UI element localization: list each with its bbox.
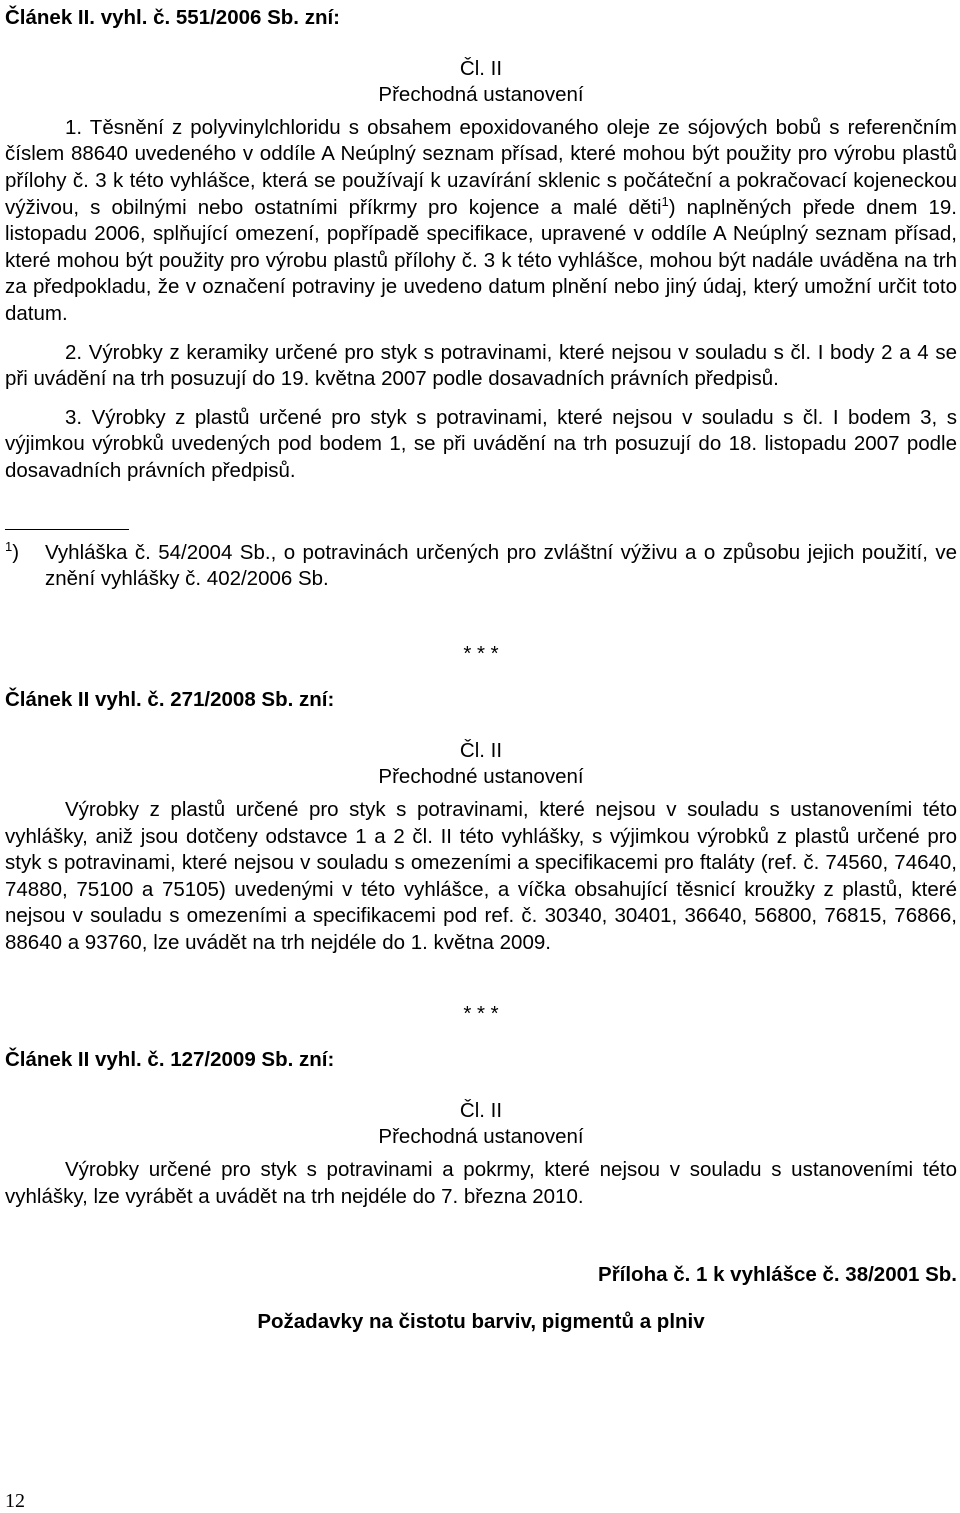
section-heading-271-2008: Článek II vyhl. č. 271/2008 Sb. zní: [5, 688, 335, 712]
paragraph-1-text-b: ) naplněných přede dnem 19. listopadu 2006, splňující omezení, popřípadě specifikace, upravené v oddíle A Neúplný seznam přísad, které mohou být použity pro výrobu plastů přílohy č. 3 k této vyhlášce, mohou být nadále uváděna na trh za předpokladu, že v označení potraviny je uvedeno datum plnění nebo jiný údaj, který umožní určit toto datum. [5, 195, 957, 325]
footnote-marker-paren: ) [12, 540, 20, 564]
footnote [5, 540, 957, 593]
article-title: Přechodná ustanovení [378, 83, 584, 107]
paragraph: Výrobky z plastů určené pro styk s potravinami, které nejsou v souladu s ustanoveními této vyhlášky, aniž jsou dotčeny odstavce 1 a 2 čl. II této vyhlášky, s výjimkou výrobků z plastů určené pro styk s potravinami, které nejsou v souladu s omezeními a specifikacemi pro ftaláty (ref. č. 74560, 74640, 74880, 75100 a 75105) uvedenými v této vyhlášce, a víčka obsahující těsnicí kroužky z plastů, které nejsou v souladu s omezeními a specifikacemi pod ref. č. 30340, 30401, 36640, 56800, 76815, 76866, 88640 a 93760, lze uvádět na trh nejdéle do 1. května 2009. [5, 798, 957, 955]
footnote-marker-number: 1 [5, 538, 13, 554]
paragraph-2: 2. Výrobky z keramiky určené pro styk s potravinami, které nejsou v souladu s čl. I body 2 a 4 se při uvádění na trh posuzují do 19. května 2007 podle dosavadních právních předpisů. [5, 340, 957, 391]
page-number: 12 [5, 1490, 25, 1512]
article-number: Čl. II [459, 56, 503, 80]
annex-subtitle: Požadavky na čistotu barviv, pigmentů a plniv [257, 1309, 705, 1333]
section-separator: * * * [463, 641, 499, 665]
article-number: Čl. II [459, 738, 503, 762]
footnote-reference: 1 [661, 193, 669, 209]
article-title: Přechodná ustanovení [378, 1125, 584, 1149]
section-separator: * * * [463, 1001, 499, 1025]
section-heading-127-2009: Článek II vyhl. č. 127/2009 Sb. zní: [5, 1048, 335, 1072]
annex-title: Příloha č. 1 k vyhlášce č. 38/2001 Sb. [598, 1263, 957, 1287]
paragraph: Výrobky určené pro styk s potravinami a pokrmy, které nejsou v souladu s ustanoveními této vyhlášky, lze vyrábět a uvádět na trh nejdéle do 7. března 2010. [5, 1158, 957, 1208]
paragraph-3: 3. Výrobky z plastů určené pro styk s potravinami, které nejsou v souladu s čl. I bodem 3, s výjimkou výrobků uvedených pod bodem 1, se při uvádění na trh posuzují do 18. listopadu 2007 podle dosavadních právních předpisů. [5, 405, 957, 482]
footnote-text: Vyhláška č. 54/2004 Sb., o potravinách určených pro zvláštní výživu a o způsobu jejich použití, ve znění vyhlášky č. 402/2006 Sb. [45, 540, 957, 591]
paragraph-1 [5, 115, 957, 328]
footnote-marker [5, 540, 45, 567]
article-number: Čl. II [459, 1098, 503, 1122]
article-title: Přechodné ustanovení [378, 765, 584, 789]
section-heading-551-2006: Článek II. vyhl. č. 551/2006 Sb. zní: [5, 6, 340, 29]
document-page [5, 0, 957, 1335]
footnote-divider [5, 529, 129, 530]
paragraph-1-text-a: 1. Těsnění z polyvinylchloridu s obsahem epoxidovaného oleje ze sójových bobů s referenčním číslem 88640 uvedeného v oddíle A Neúplný seznam přísad, které mohou být použity pro výrobu plastů přílohy č. 3 k této vyhlášce, která se používají k uzavírání sklenic s počáteční a pokračovací kojeneckou výživou, s obilnými nebo ostatními příkrmy pro kojence a malé děti [5, 115, 957, 219]
